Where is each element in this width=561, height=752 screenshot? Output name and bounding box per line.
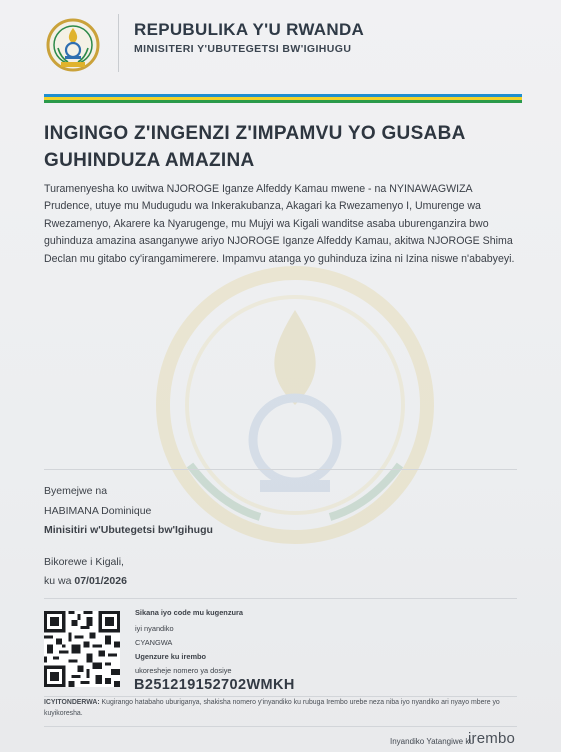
rwanda-seal-icon — [46, 18, 100, 72]
approved-by-label: Byemejwe na — [44, 485, 108, 497]
scan-instruction: Sikana iyo code mu kugenzura — [135, 608, 244, 617]
verification-divider — [44, 598, 517, 599]
check-on-irembo-label: Ugenzure ku irembo — [135, 652, 207, 661]
use-file-number-label: ukoresheje nomero ya dosiye — [135, 666, 232, 675]
caution-note — [44, 698, 514, 719]
document-title-line-2: GUHINDUZA AMAZINA — [44, 150, 255, 171]
document-title — [44, 120, 514, 174]
approver-name: HABIMANA Dominique — [44, 505, 152, 517]
flag-color-band — [44, 94, 522, 103]
issue-date-line — [44, 575, 127, 587]
issued-on-credit: Inyandiko Yatangiwe ku — [390, 737, 474, 746]
ministry-name: MINISITERI Y'UBUTEGETSI BW'IGIHUGU — [134, 43, 352, 55]
issue-date: 07/01/2026 — [74, 575, 127, 587]
coat-of-arms-watermark — [150, 255, 440, 555]
note-divider — [44, 696, 517, 697]
caution-note-text: Kugirango hatabaho uburiganya, shakisha nomero y'inyandiko ku rubuga Irembo urebe neza niba iyo nyandiko ari nyayo mbere yo kuyikoresha. — [44, 699, 500, 717]
or-label: CYANGWA — [135, 638, 173, 647]
letterhead — [0, 0, 561, 80]
issue-date-prefix: ku wa — [44, 575, 72, 587]
notice-body: Turamenyesha ko uwitwa NJOROGE Iganze Alfeddy Kamau mwene - na NYINAWAGWIZA Prudence, utuye mu Mudugudu wa Inkerakubanza, Akagari ka Rwezamenyo I, Umurenge wa Rwezamenyo, Akarere ka Nyarugenge, mu Mujyi wa Kigali wanditse asaba uburenganzira bwo guhinduza amazina asanganywe ariyo NJOROGE Iganze Alfeddy Kamau, akitwa NJOROGE Shima Declan mu gitabo cy'irangamimerere. Impamvu atanga yo guhinduza izina ni Izina niswe n'ababyeyi. — [44, 183, 515, 265]
header-divider — [118, 14, 119, 72]
footer-divider — [44, 726, 517, 727]
country-name: REPUBULIKA Y'U RWANDA — [134, 20, 365, 39]
verification-qr-code[interactable] — [44, 611, 120, 687]
document-title-line-1: INGINGO Z'INGENZI Z'IMPAMVU YO GUSABA — [44, 123, 466, 144]
irembo-logo[interactable]: irembo — [468, 730, 516, 747]
approver-title: Minisitiri w'Ubutegetsi bw'Igihugu — [44, 524, 213, 536]
issue-place: Bikorewe i Kigali, — [44, 556, 124, 568]
flag-band-green — [44, 100, 522, 103]
document-number: B251219152702WMKH — [134, 677, 295, 693]
caution-note-label: ICYITONDERWA: — [44, 699, 100, 706]
section-divider — [44, 469, 517, 470]
document-label: iyi nyandiko — [135, 624, 174, 633]
